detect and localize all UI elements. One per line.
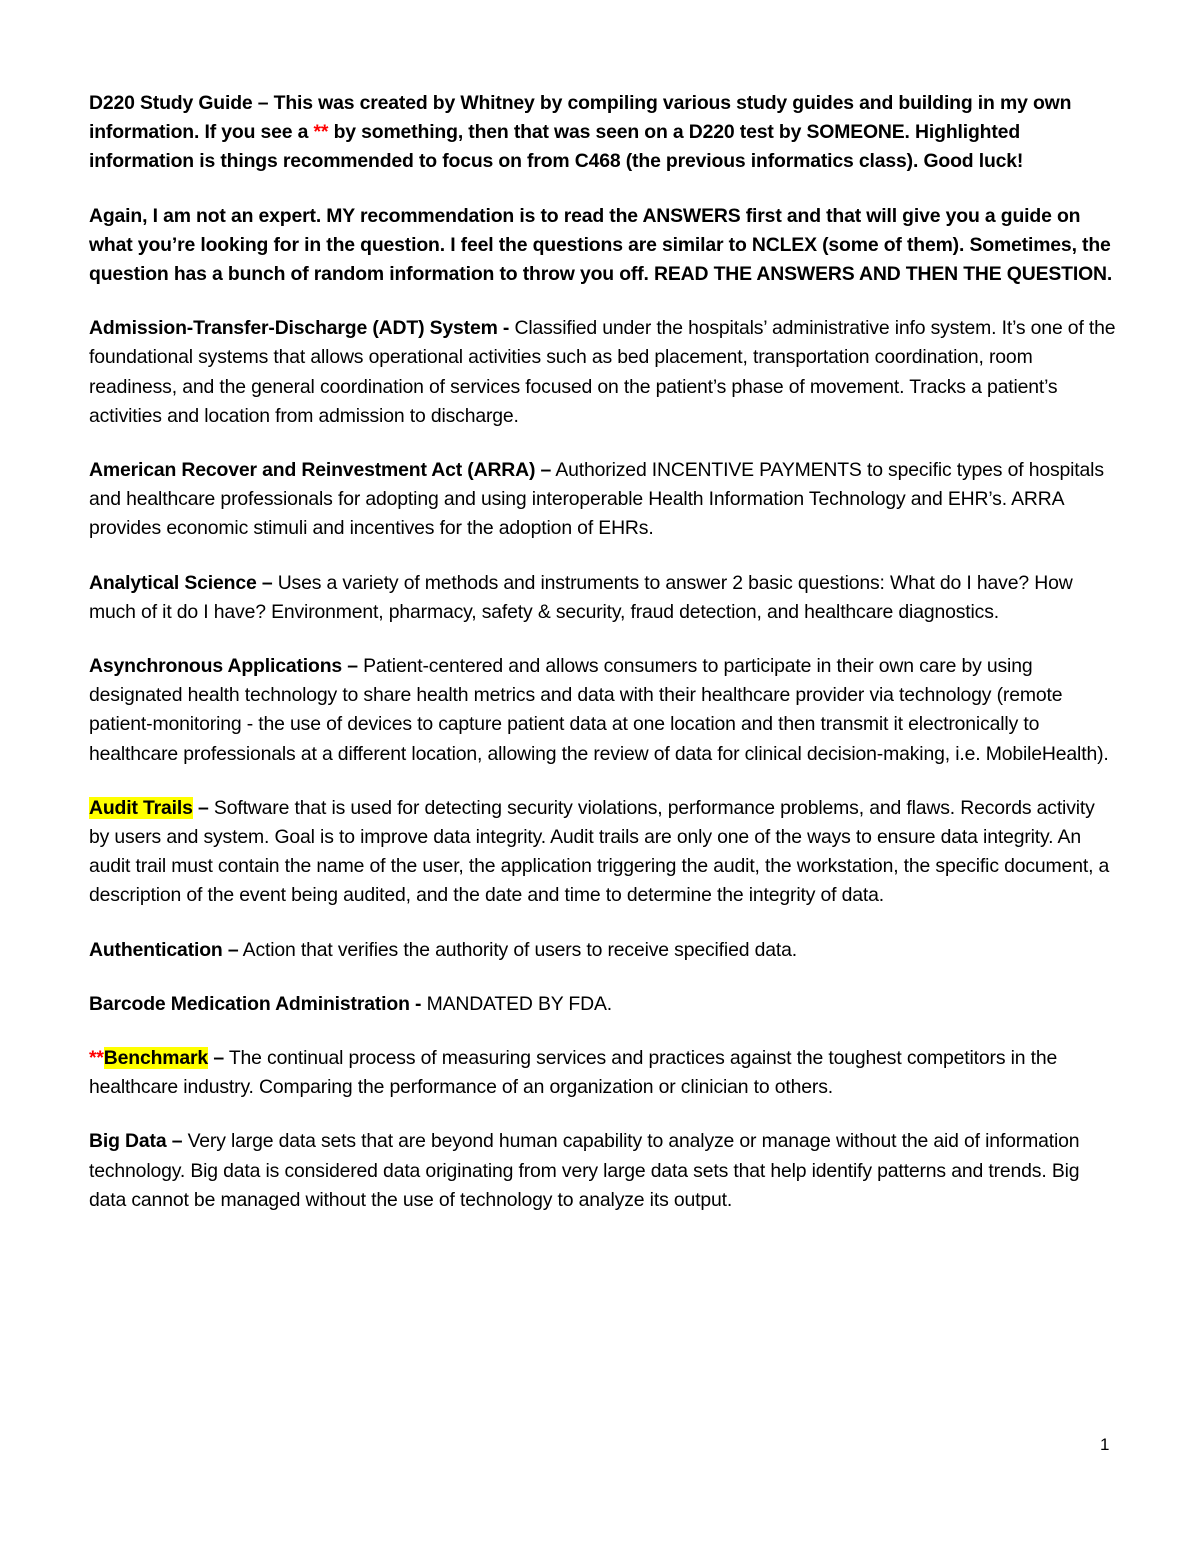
term-definition: Classified under the hospitals’ administrative info system. It’s one of the foundational systems that allows operational activities such as bed placement, transportation coordination, room readiness, and the general coordination of services focused on the patient’s phase of movement. Tracks a patient’s activities and location from admission to discharge. <box>89 317 1116 427</box>
term-definition: Patient-centered and allows consumers to participate in their own care by using designated health technology to share health metrics and data with their healthcare provider via technology (remote patient-monitoring - the use of devices to capture patient data at one location and then transmit it electronically to healthcare professionals at a different location, allowing the review of data for clinical decision-making, i.e. MobileHealth). <box>89 655 1109 765</box>
term-title: Asynchronous Applications – <box>89 655 358 678</box>
term-title: Admission-Transfer-Discharge (ADT) System - <box>89 317 510 340</box>
term-asynchronous-applications <box>89 652 1119 769</box>
term-big-data <box>89 1127 1119 1215</box>
term-title: Authentication – <box>89 938 239 961</box>
term-definition: Authorized INCENTIVE PAYMENTS to specific types of hospitals and healthcare professionals for adopting and using interoperable Health Information Technology and EHR’s. ARRA provides economic stimuli and incentives for the adoption of EHRs. <box>89 459 1104 540</box>
term-definition: MANDATED BY FDA. <box>421 992 612 1015</box>
term-definition: Action that verifies the authority of users to receive specified data. <box>238 938 797 961</box>
term-definition: The continual process of measuring services and practices against the toughest competitors in the healthcare industry. Comparing the performance of an organization or clinician to others. <box>89 1047 1058 1099</box>
intro-recommendation-text: Again, I am not an expert. MY recommendation is to read the ANSWERS first and that will give you a guide on what you’re looking for in the question. I feel the questions are similar to NCLEX (some of them). Sometimes, the question has a bunch of random information to throw you off. READ THE ANSWERS AND THEN THE QUESTION. <box>89 204 1113 286</box>
test-marker: ** <box>313 121 329 144</box>
term-definition: Very large data sets that are beyond human capability to analyze or manage without the aid of information technology. Big data is considered data originating from very large data sets that help identify patterns and trends. Big data cannot be managed without the use of technology to analyze its output. <box>89 1130 1080 1211</box>
term-title: Barcode Medication Administration - <box>89 992 422 1015</box>
test-marker: ** <box>89 1047 104 1070</box>
term-authentication <box>89 936 1119 965</box>
term-definition: Uses a variety of methods and instruments to answer 2 basic questions: What do I have? How much of it do I have? Environment, pharmacy, safety & security, fraud detection, and healthcare diagnostics. <box>89 571 1073 623</box>
intro-paragraph-2 <box>89 202 1119 290</box>
term-arra <box>89 456 1119 544</box>
term-audit-trails <box>89 794 1119 911</box>
intro-text-2: by something, then that was seen on a D220 test by SOMEONE. Highlighted information is things recommended to focus on from C468 (the previous informatics class). Good luck! <box>89 121 1024 173</box>
intro-text-1: D220 Study Guide – This was created by Whitney by compiling various study guides and building in my own information. If you see a <box>89 92 1072 144</box>
term-title: Big Data – <box>89 1130 183 1153</box>
term-title: American Recover and Reinvestment Act (ARRA) – <box>89 459 552 482</box>
page-number: 1 <box>1100 1435 1110 1454</box>
term-title-highlighted: Audit Trails <box>89 796 193 819</box>
intro-paragraph-1 <box>89 89 1119 177</box>
term-dash: – <box>208 1047 224 1070</box>
term-title: Analytical Science – <box>89 571 273 594</box>
term-definition: Software that is used for detecting security violations, performance problems, and flaws. Records activity by users and system. Goal is to improve data integrity. Audit trails are only one of the ways to ensure data integrity. An audit trail must contain the name of the user, the application triggering the audit, the workstation, the specific document, a description of the event being audited, and the date and time to determine the integrity of data. <box>89 796 1110 907</box>
term-barcode-medication <box>89 990 1119 1019</box>
term-title-highlighted: Benchmark <box>103 1047 209 1070</box>
term-adt <box>89 314 1119 431</box>
term-analytical-science <box>89 569 1119 627</box>
document-body <box>89 89 1119 1240</box>
term-benchmark <box>89 1044 1119 1102</box>
term-dash: – <box>192 796 209 819</box>
